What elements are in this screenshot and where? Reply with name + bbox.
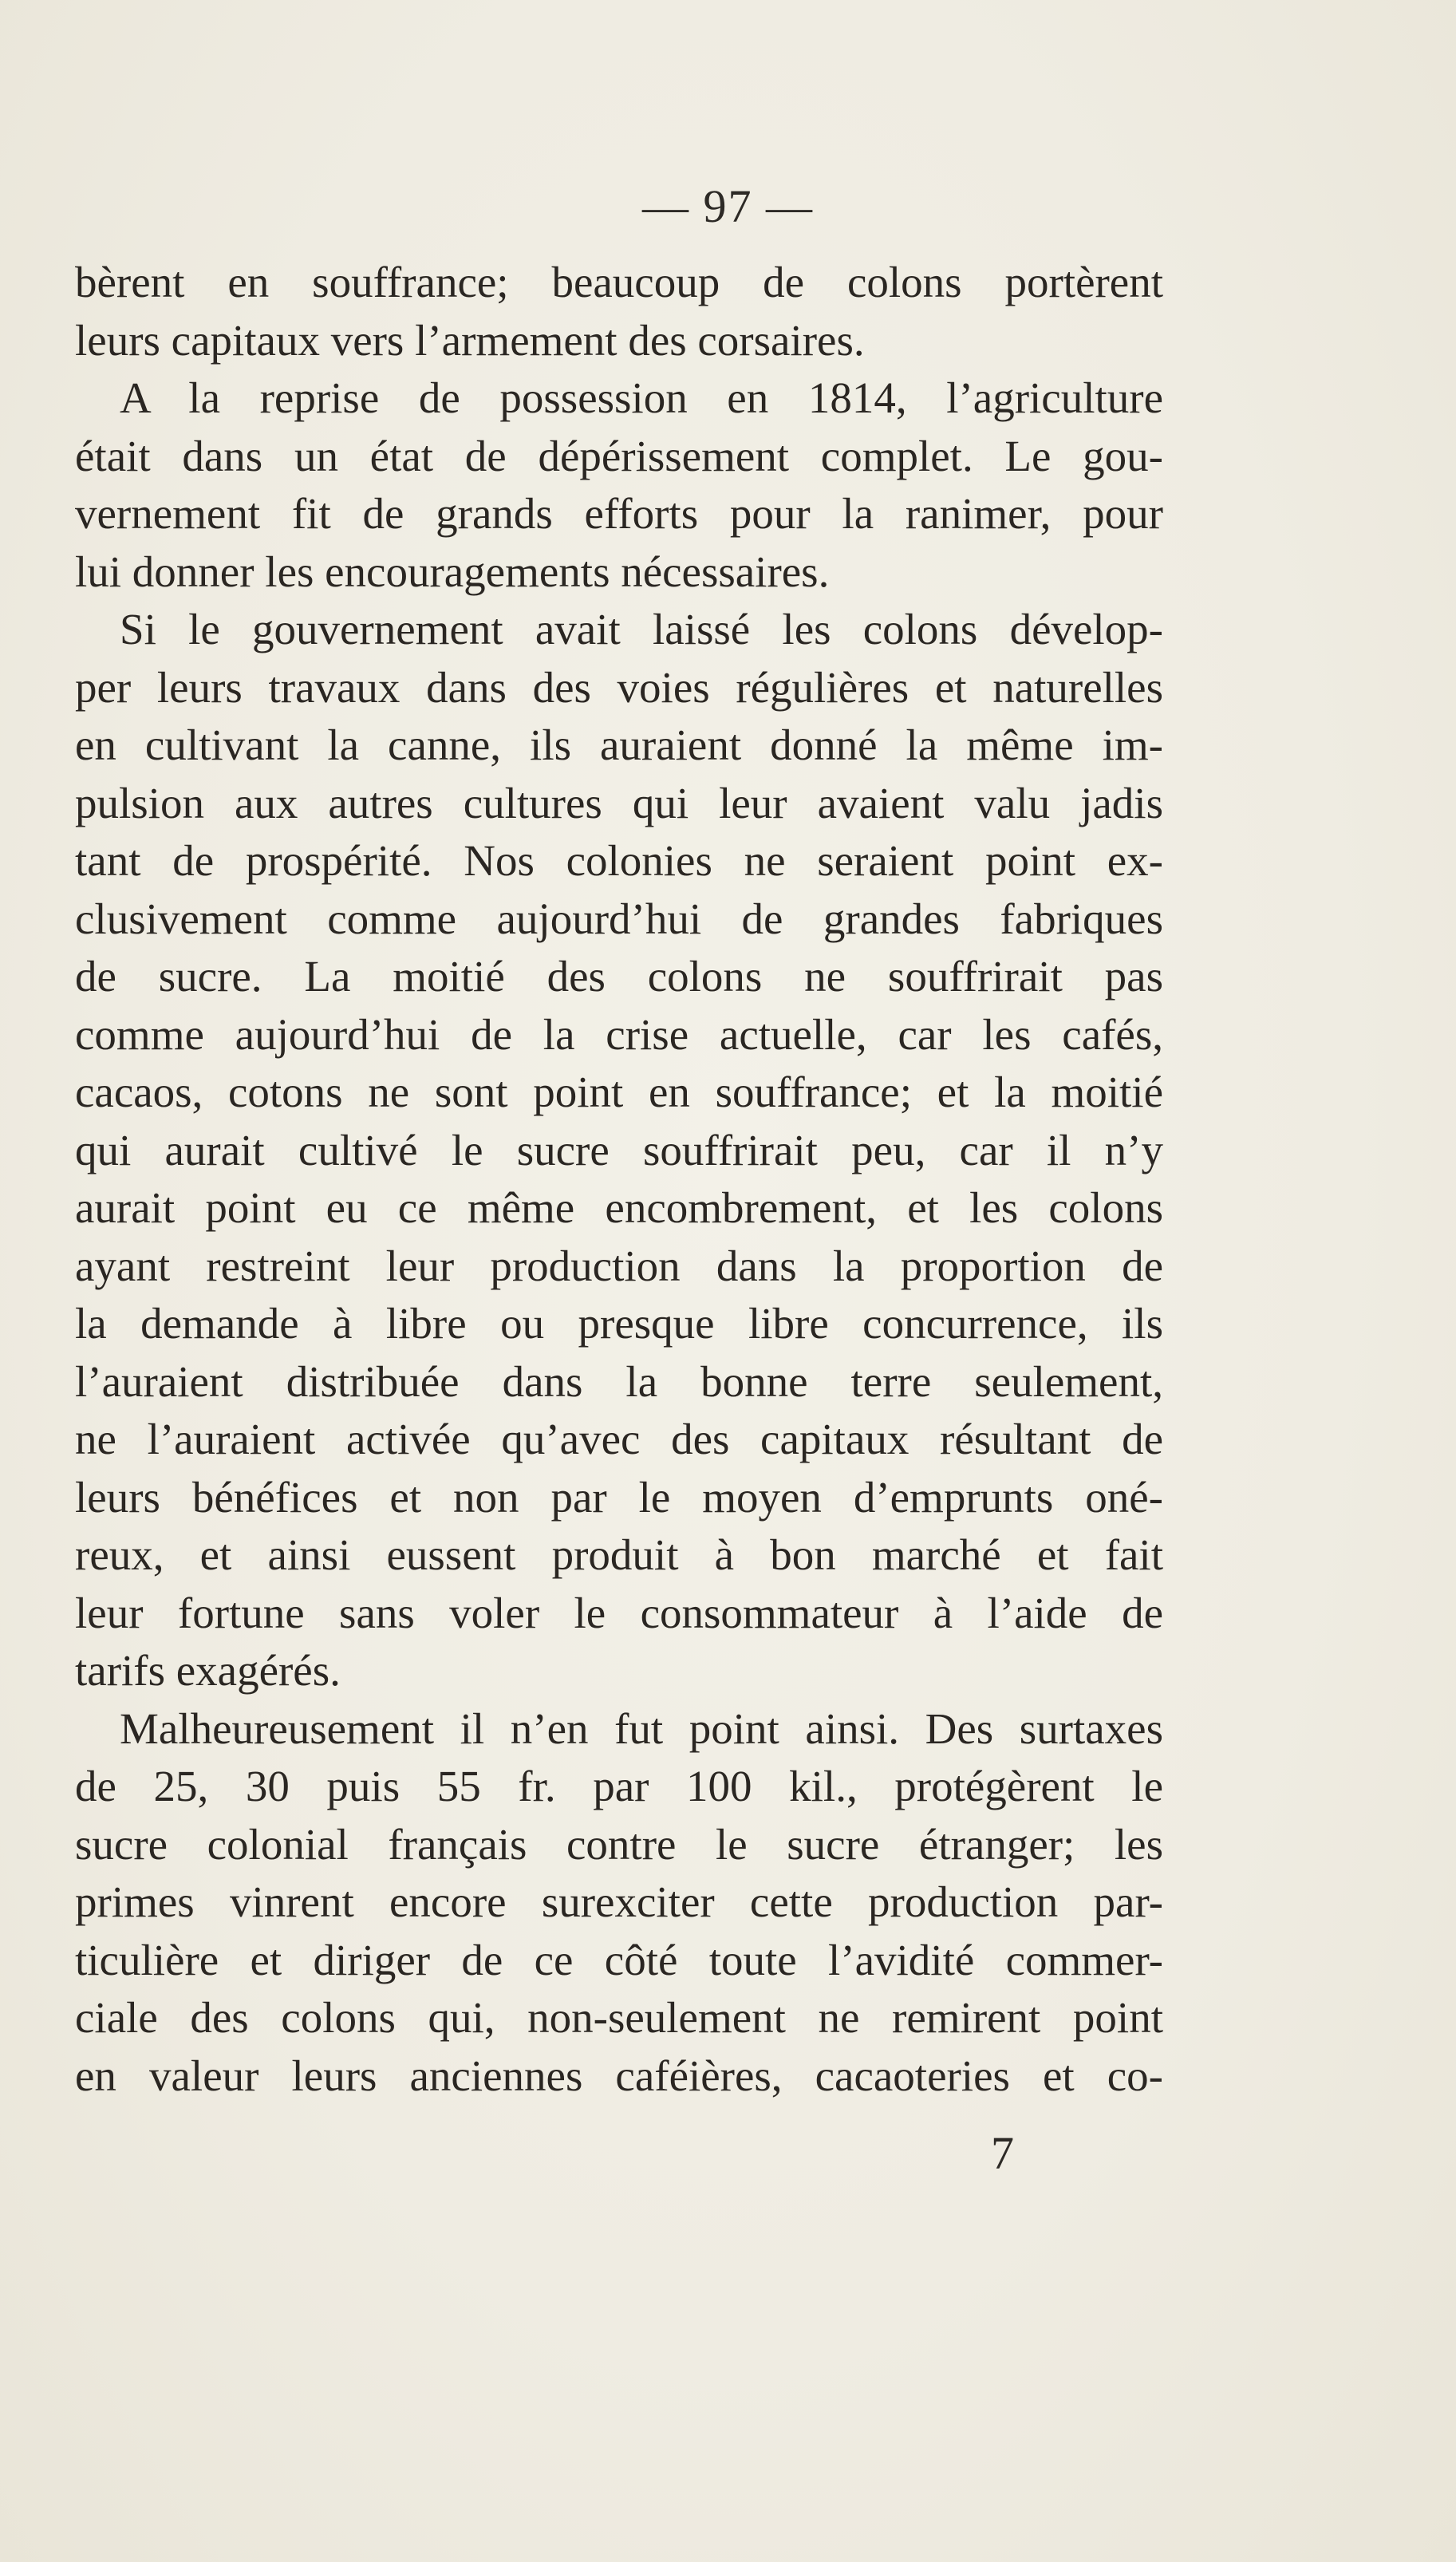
text-line: tant de prospérité. Nos colonies ne seraient point ex- [75, 836, 1163, 885]
text-line: comme aujourd’hui de la crise actuelle, car les cafés, [75, 1009, 1163, 1059]
text-line: leurs capitaux vers l’armement des corsaires. [75, 315, 865, 365]
text-line: clusivement comme aujourd’hui de grandes fabriques [75, 894, 1163, 943]
text-line: cacaos, cotons ne sont point en souffrance; et la moitié [75, 1068, 1163, 1116]
text-line: per leurs travaux dans des voies régulières et naturelles [75, 662, 1163, 712]
text-line: reux, et ainsi eussent produit à bon marché et fait [75, 1530, 1163, 1579]
body-text [75, 254, 1163, 2105]
paragraph-start-line: A la reprise de possession en 1814, l’agriculture [120, 373, 1163, 422]
text-line: en valeur leurs anciennes caféières, cacaoteries et co- [75, 2051, 1163, 2100]
paragraph-start-line: Malheureusement il n’en fut point ainsi. Des surtaxes [120, 1703, 1163, 1753]
text-line: était dans un état de dépérissement complet. Le gou- [75, 431, 1163, 480]
text-line: lui donner les encouragements nécessaires. [75, 547, 830, 596]
text-line: vernement fit de grands efforts pour la ranimer, pour [75, 489, 1163, 538]
text-line: ticulière et diriger de ce côté toute l’avidité commer- [75, 1935, 1163, 1984]
text-line: ayant restreint leur production dans la proportion de [75, 1241, 1163, 1290]
text-line: ne l’auraient activée qu’avec des capitaux résultant de [75, 1415, 1163, 1463]
text-line: pulsion aux autres cultures qui leur avaient valu jadis [75, 778, 1163, 827]
signature-mark: 7 [991, 2127, 1014, 2179]
text-line: l’auraient distribuée dans la bonne terre seulement, [75, 1356, 1163, 1406]
page-number: — 97 — [642, 180, 814, 232]
text-line: leur fortune sans voler le consommateur à l’aide de [75, 1588, 1163, 1637]
text-line: ciale des colons qui, non-seulement ne remirent point [75, 1993, 1163, 2042]
text-line: aurait point eu ce même encombrement, et les colons [75, 1183, 1163, 1232]
text-line: de sucre. La moitié des colons ne souffrirait pas [75, 952, 1163, 1001]
text-line: tarifs exagérés. [75, 1646, 341, 1695]
text-line: primes vinrent encore surexciter cette production par- [75, 1877, 1163, 1926]
text-line: en cultivant la canne, ils auraient donné la même im- [75, 720, 1163, 769]
paragraph-start-line: Si le gouvernement avait laissé les colons dévelop- [120, 605, 1163, 653]
text-line: la demande à libre ou presque libre concurrence, ils [75, 1299, 1163, 1348]
text-line: sucre colonial français contre le sucre étranger; les [75, 1819, 1163, 1869]
text-line: qui aurait cultivé le sucre souffrirait peu, car il n’y [75, 1125, 1163, 1174]
text-line: leurs bénéfices et non par le moyen d’emprunts oné- [75, 1472, 1163, 1522]
text-line: bèrent en souffrance; beaucoup de colons portèrent [75, 258, 1163, 306]
text-line: de 25, 30 puis 55 fr. par 100 kil., protégèrent le [75, 1762, 1163, 1810]
